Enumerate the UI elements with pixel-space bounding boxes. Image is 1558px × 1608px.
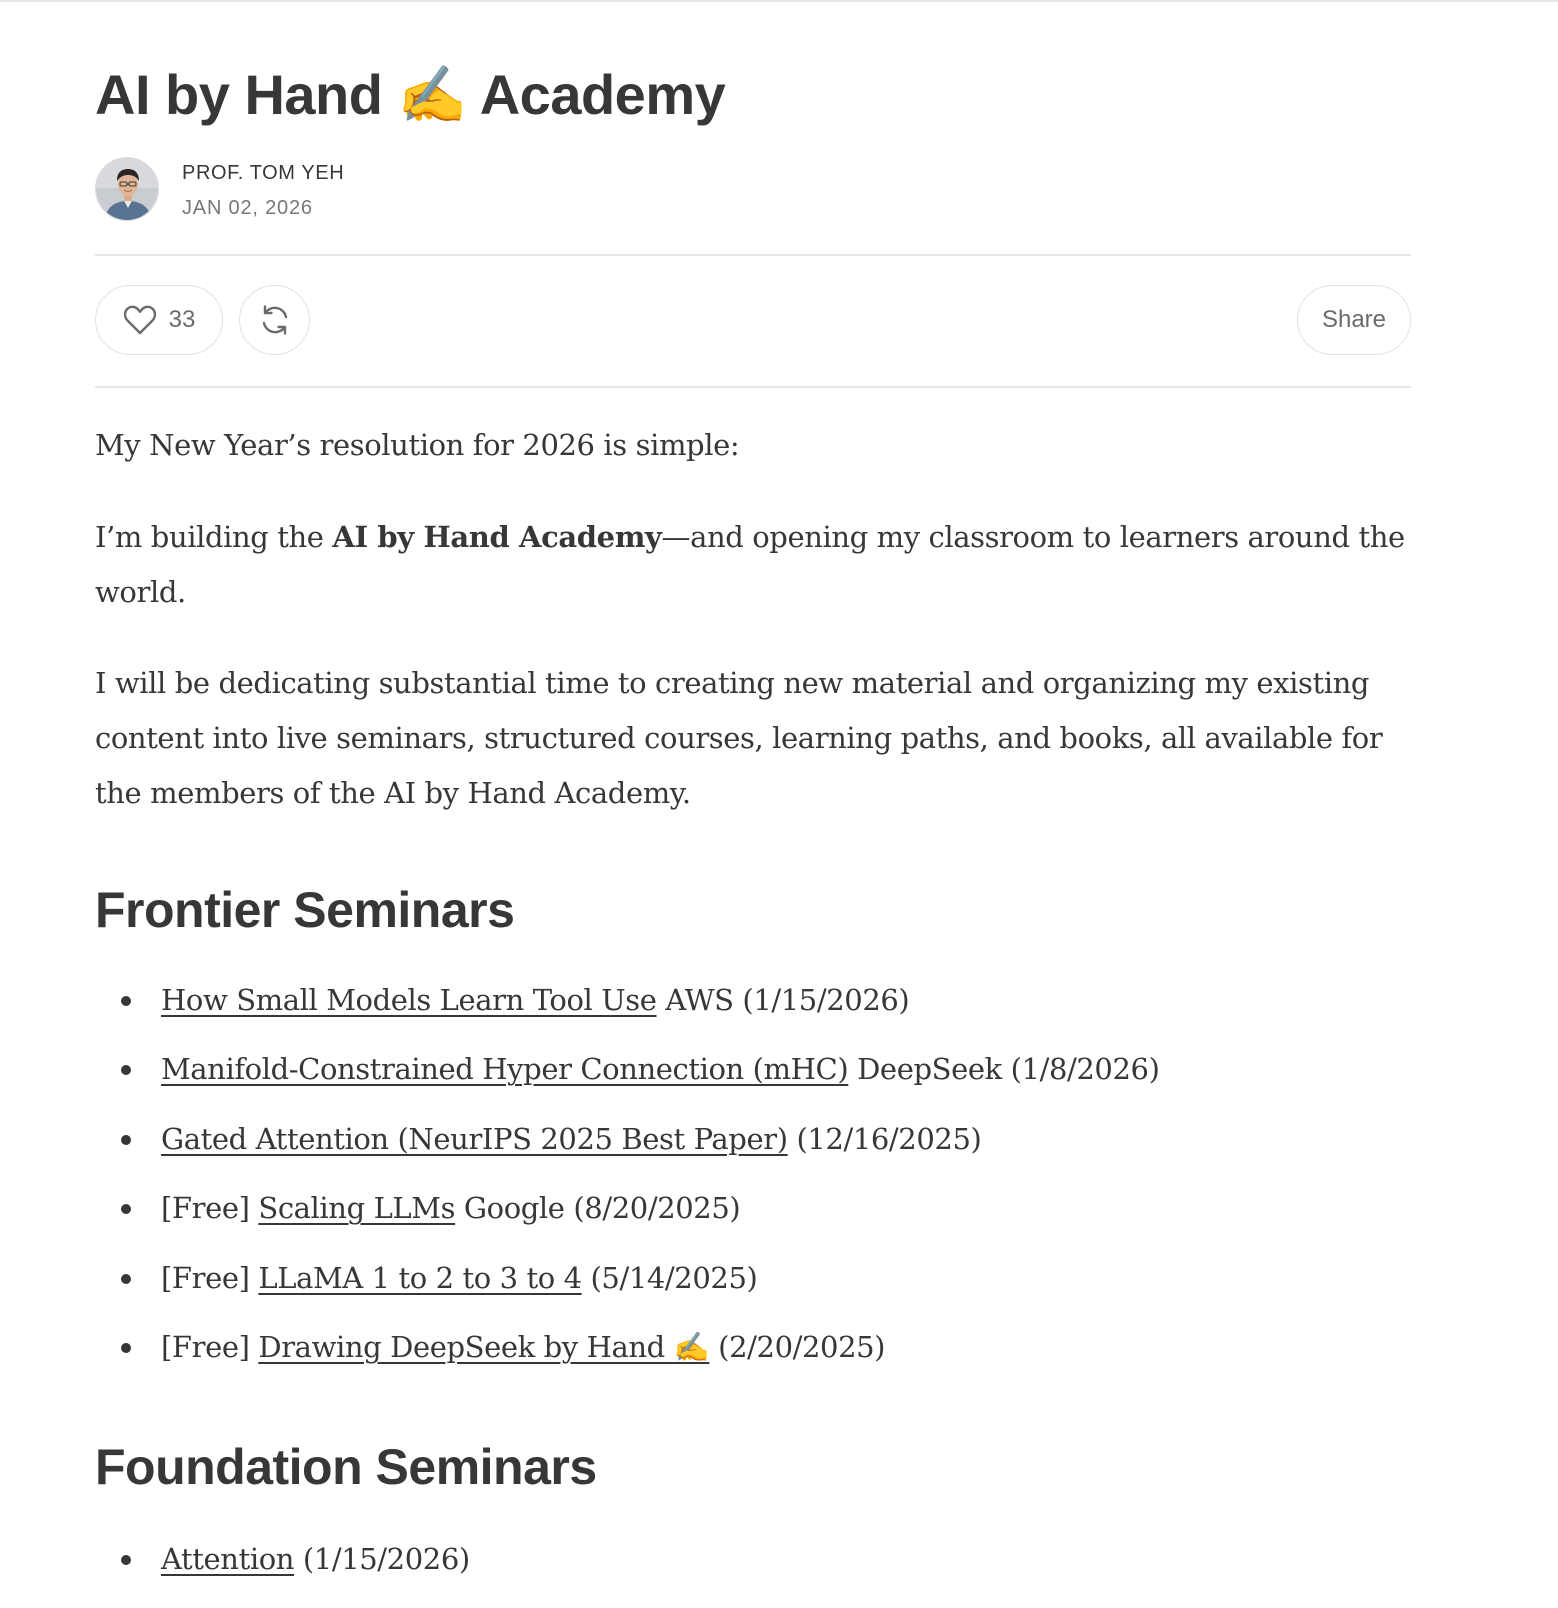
paragraph-academy-lead: I’m building the bbox=[95, 520, 333, 554]
bullet bbox=[121, 1343, 131, 1353]
post-title: AI by Hand ✍️ Academy bbox=[95, 63, 726, 126]
seminar-link[interactable]: LLaMA 1 to 2 to 3 to 4 bbox=[258, 1260, 582, 1295]
item-suffix: (5/14/2025) bbox=[581, 1260, 758, 1295]
seminar-link[interactable]: Drawing DeepSeek by Hand ✍️ bbox=[258, 1329, 710, 1364]
avatar[interactable] bbox=[95, 157, 159, 221]
heart-icon bbox=[123, 305, 157, 335]
list-item bbox=[95, 1258, 1411, 1327]
list-item bbox=[95, 1049, 1411, 1118]
divider-top bbox=[95, 254, 1411, 256]
academy-name-bold: AI by Hand Academy bbox=[332, 520, 662, 554]
list-item bbox=[95, 980, 1411, 1049]
seminar-link[interactable]: Manifold-Constrained Hyper Connection (mHC) bbox=[161, 1052, 849, 1087]
item-suffix: (12/16/2025) bbox=[787, 1121, 982, 1156]
divider-bottom bbox=[95, 386, 1411, 388]
list-item bbox=[95, 1188, 1411, 1257]
item-prefix: [Free] bbox=[161, 1191, 259, 1226]
share-button[interactable]: Share bbox=[1297, 285, 1411, 355]
item-suffix: AWS (1/15/2026) bbox=[656, 983, 910, 1017]
item-suffix: (1/15/2026) bbox=[294, 1542, 470, 1576]
list-item bbox=[95, 1119, 1411, 1188]
byline bbox=[95, 157, 695, 223]
seminar-link[interactable]: How Small Models Learn Tool Use bbox=[161, 983, 657, 1017]
post-actions bbox=[95, 285, 1411, 357]
list-item bbox=[95, 1539, 1411, 1608]
item-prefix: [Free] bbox=[161, 1260, 259, 1295]
author-name[interactable]: PROF. TOM YEH bbox=[182, 162, 345, 184]
author-photo-icon bbox=[96, 158, 159, 221]
heading-foundation-seminars: Foundation Seminars bbox=[95, 1439, 597, 1495]
item-suffix: Google (8/20/2025) bbox=[455, 1191, 741, 1226]
bullet bbox=[121, 1274, 131, 1284]
like-button[interactable] bbox=[95, 285, 223, 355]
restack-button[interactable] bbox=[239, 285, 310, 355]
heading-frontier-seminars: Frontier Seminars bbox=[95, 882, 515, 938]
seminar-link[interactable]: Attention bbox=[161, 1542, 295, 1576]
seminar-link[interactable]: Scaling LLMs bbox=[258, 1191, 456, 1226]
bullet bbox=[121, 1135, 131, 1145]
paragraph-academy-rest: —and opening my classroom to learners around the world. bbox=[95, 520, 1405, 609]
bullet bbox=[121, 996, 131, 1006]
list-item bbox=[95, 1327, 1411, 1396]
paragraph-resolution: My New Year’s resolution for 2026 is simple: bbox=[95, 428, 740, 462]
item-suffix: DeepSeek (1/8/2026) bbox=[848, 1052, 1160, 1087]
foundation-seminar-list bbox=[95, 1539, 1411, 1608]
item-prefix: [Free] bbox=[161, 1329, 259, 1364]
seminar-link[interactable]: Gated Attention (NeurIPS 2025 Best Paper) bbox=[161, 1121, 788, 1156]
top-divider bbox=[0, 0, 1558, 2]
bullet bbox=[121, 1555, 131, 1565]
bullet bbox=[121, 1065, 131, 1075]
paragraph-plans: I will be dedicating substantial time to creating new material and organizing my existing content into live seminars, structured courses, learning paths, and books, all available for the members of the AI by Hand Academy. bbox=[95, 666, 1383, 810]
restack-icon bbox=[258, 303, 292, 337]
paragraph-academy bbox=[95, 510, 1411, 620]
like-count: 33 bbox=[168, 306, 196, 333]
bullet bbox=[121, 1204, 131, 1214]
frontier-seminar-list bbox=[95, 980, 1411, 1396]
item-suffix: (2/20/2025) bbox=[709, 1329, 886, 1364]
post-date: JAN 02, 2026 bbox=[182, 197, 313, 219]
